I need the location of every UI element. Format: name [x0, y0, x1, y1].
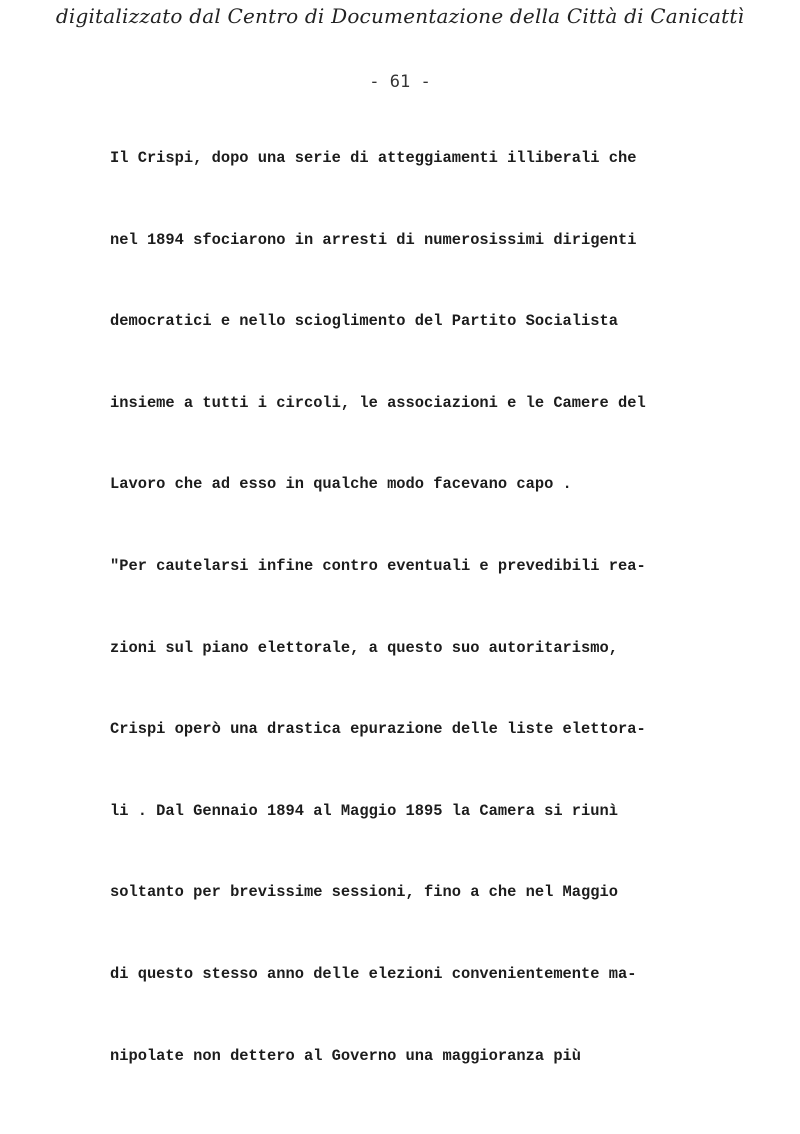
text-line: Il Crispi, dopo una serie di atteggiamenti illiberali che	[110, 149, 637, 167]
text-line: nipolate non dettero al Governo una maggioranza più	[110, 1046, 582, 1065]
typewritten-body	[110, 142, 750, 1121]
text-line: Lavoro che ad esso in qualche modo facevano capo .	[110, 475, 572, 494]
text-line: zioni sul piano elettorale, a questo suo autoritarismo,	[110, 638, 618, 657]
text-line: "Per cautelarsi infine contro eventuali e prevedibili rea-	[110, 556, 646, 575]
page-number: - 61 -	[369, 72, 431, 92]
text-line: li . Dal Gennaio 1894 al Maggio 1895 la Camera si riunì	[110, 801, 618, 820]
text-line: nel 1894 sfociarono in arresti di numerosissimi dirigenti	[110, 230, 637, 249]
text-line: insieme a tutti i circoli, le associazioni e le Camere del	[110, 393, 646, 412]
text-line: Crispi operò una drastica epurazione delle liste elettora-	[110, 720, 646, 739]
text-line: soltanto per brevissime sessioni, fino a che nel Maggio	[110, 883, 618, 902]
text-line: democratici e nello scioglimento del Partito Socialista	[110, 312, 618, 331]
digitization-header: digitalizzato dal Centro di Documentazione della Città di Canicattì	[55, 4, 745, 28]
text-line: di questo stesso anno delle elezioni convenientemente ma-	[110, 964, 637, 983]
